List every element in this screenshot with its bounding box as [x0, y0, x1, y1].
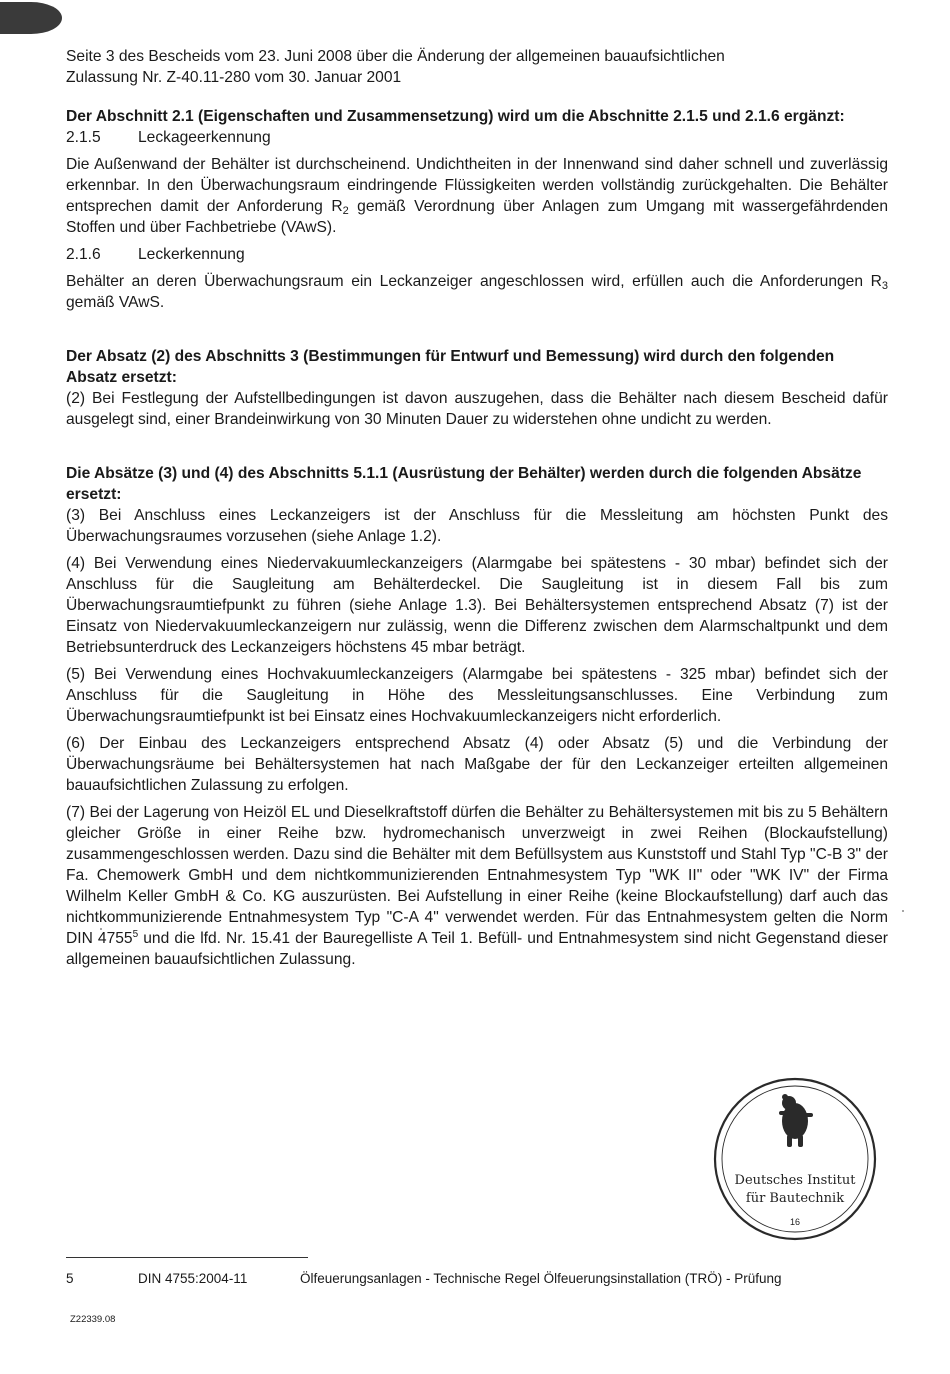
section-2-1-6-row — [66, 244, 888, 265]
footnote-divider — [66, 1257, 308, 1258]
scan-speck — [902, 910, 904, 912]
footnote-mark: 5 — [66, 1271, 74, 1286]
block1-heading: Der Abschnitt 2.1 (Eigenschaften und Zusammensetzung) wird um die Abschnitte 2.1.5 und 2.1.6 ergänzt: — [66, 108, 845, 125]
bear-emblem-icon — [779, 1094, 813, 1147]
section-number: 2.1.6 — [66, 246, 101, 263]
paragraph-7: (7) Bei der Lagerung von Heizöl EL und Dieselkraftstoff dürfen die Behälter zu Behältersystemen mit bis zu 5 Behältern gleicher Größe in einer Reihe bzw. hydromechanisch unverzweigt in zwei Reihen (Blockaufstellung) zusammengeschlossen werden. Dazu sind die Behälter mit dem Befüllsystem aus Kunststoff und Stahl Typ "C-B 3" der Fa. Chemowerk GmbH und dem nichtkommunizierenden Entnahmesystem Typ "WK II" oder "WK IV" der Firma Wilhelm Keller GmbH & Co. KG auszurüsten. Bei Aufstellung in einer Reihe (keine Blockaufstellung) darf auch das nichtkommunizierende Entnahmesystem Typ "C-A 4" verwendet werden. Für das Entnahmesystem gelten die Norm DIN 4755$^5$ und die lfd. Nr. 15.41 der Bauregelliste A Teil 1. Befüll- und Entnahmesystem sind nicht Gegenstand dieser allgemeinen bauaufsichtlichen Zulassung. — [66, 804, 888, 968]
page-header-line-1: Seite 3 des Bescheids vom 23. Juni 2008 über die Änderung der allgemeinen bauaufsichtlichen — [66, 48, 725, 65]
section-2-1-6-text: Behälter an deren Überwachungsraum ein Leckanzeiger angeschlossen wird, erfüllen auch die Anforderungen $R_3$ gemäß VAwS. — [66, 273, 888, 311]
official-seal-stamp — [709, 1073, 881, 1245]
document-page — [66, 46, 888, 970]
block2-heading: Der Absatz (2) des Abschnitts 3 (Bestimmungen für Entwurf und Bemessung) wird durch den folgenden Absatz ersetzt: — [66, 348, 835, 386]
section-title: Leckerkennung — [138, 246, 245, 263]
page-header-line-2: Zulassung Nr. Z-40.11-280 vom 30. Januar 2001 — [66, 69, 402, 86]
seal-number: 16 — [789, 1217, 801, 1227]
punch-hole — [0, 2, 62, 34]
document-id: Z22339.08 — [70, 1314, 116, 1325]
section-2-1-5-text: Die Außenwand der Behälter ist durchscheinend. Undichtheiten in der Innenwand sind daher schnell und zuverlässig erkennbar. In den Überwachungsraum eindringende Flüssigkeiten werden vollständig zurückgehalten. Die Behälter entsprechen damit der Anforderung $R_2$ gemäß Verordnung über Anlagen zum Umgang mit wassergefährdenden Stoffen und über Fachbetriebe (VAwS). — [66, 156, 889, 236]
section-title: Leckageerkennung — [138, 129, 271, 146]
section-number: 2.1.5 — [66, 129, 101, 146]
seal-text-line-2: für Bautechnik — [745, 1191, 845, 1206]
section-2-1-5-row — [66, 127, 888, 148]
footnote-norm: DIN 4755:2004-11 — [138, 1271, 248, 1286]
paragraph-2: (2) Bei Festlegung der Aufstellbedingungen ist davon auszugehen, dass die Behälter nach diesem Bescheid dafür ausgelegt sind, einer Brandeinwirkung von 30 Minuten Dauer zu widerstehen ohne undicht zu werden. — [66, 390, 888, 428]
seal-text-line-1: Deutsches Institut — [734, 1173, 856, 1188]
footnote — [66, 1270, 888, 1288]
footnote-text: Ölfeuerungsanlagen - Technische Regel Ölfeuerungsinstallation (TRÖ) - Prüfung — [300, 1271, 782, 1286]
scan-speck — [100, 928, 102, 930]
paragraph-3: (3) Bei Anschluss eines Leckanzeigers ist der Anschluss für die Messleitung am höchsten Punkt des Überwachungsraumes vorzusehen (siehe Anlage 1.2). — [66, 507, 888, 545]
paragraph-6: (6) Der Einbau des Leckanzeigers entsprechend Absatz (4) oder Absatz (5) und die Verbindung der Überwachungsräume bei Behältersystemen hat nach Maßgabe der für den Leckanzeiger erteilten allgemeinen bauaufsichtlichen Zulassung zu erfolgen. — [66, 735, 888, 794]
paragraph-4: (4) Bei Verwendung eines Niedervakuumleckanzeigers (Alarmgabe bei spätestens - 30 mbar) befindet sich der Anschluss für die Saugleitung am Behälterdeckel. Die Saugleitung ist in diesem Fall bis zum Überwachungsraumtiefpunkt zu führen (siehe Anlage 1.3). Bei Behältersystemen entsprechend Absatz (7) ist der Einsatz von Niedervakuumleckanzeigern nur zulässig, wenn die Differenz zwischen dem Alarmschaltpunkt und dem Betriebsunterdruck des Leckanzeigers höchstens 45 mbar beträgt. — [66, 555, 888, 656]
paragraph-5: (5) Bei Verwendung eines Hochvakuumleckanzeigers (Alarmgabe bei spätestens - 325 mbar) befindet sich der Anschluss für die Saugleitung in Höhe des Messleitungsanschlusses. Eine Verbindung zum Überwachungsraumtiefpunkt ist bei Einsatz eines Hochvakuumleckanzeigers nicht erforderlich. — [66, 666, 888, 725]
block3-heading: Die Absätze (3) und (4) des Abschnitts 5.1.1 (Ausrüstung der Behälter) werden durch die folgenden Absätze ersetzt: — [66, 465, 862, 503]
